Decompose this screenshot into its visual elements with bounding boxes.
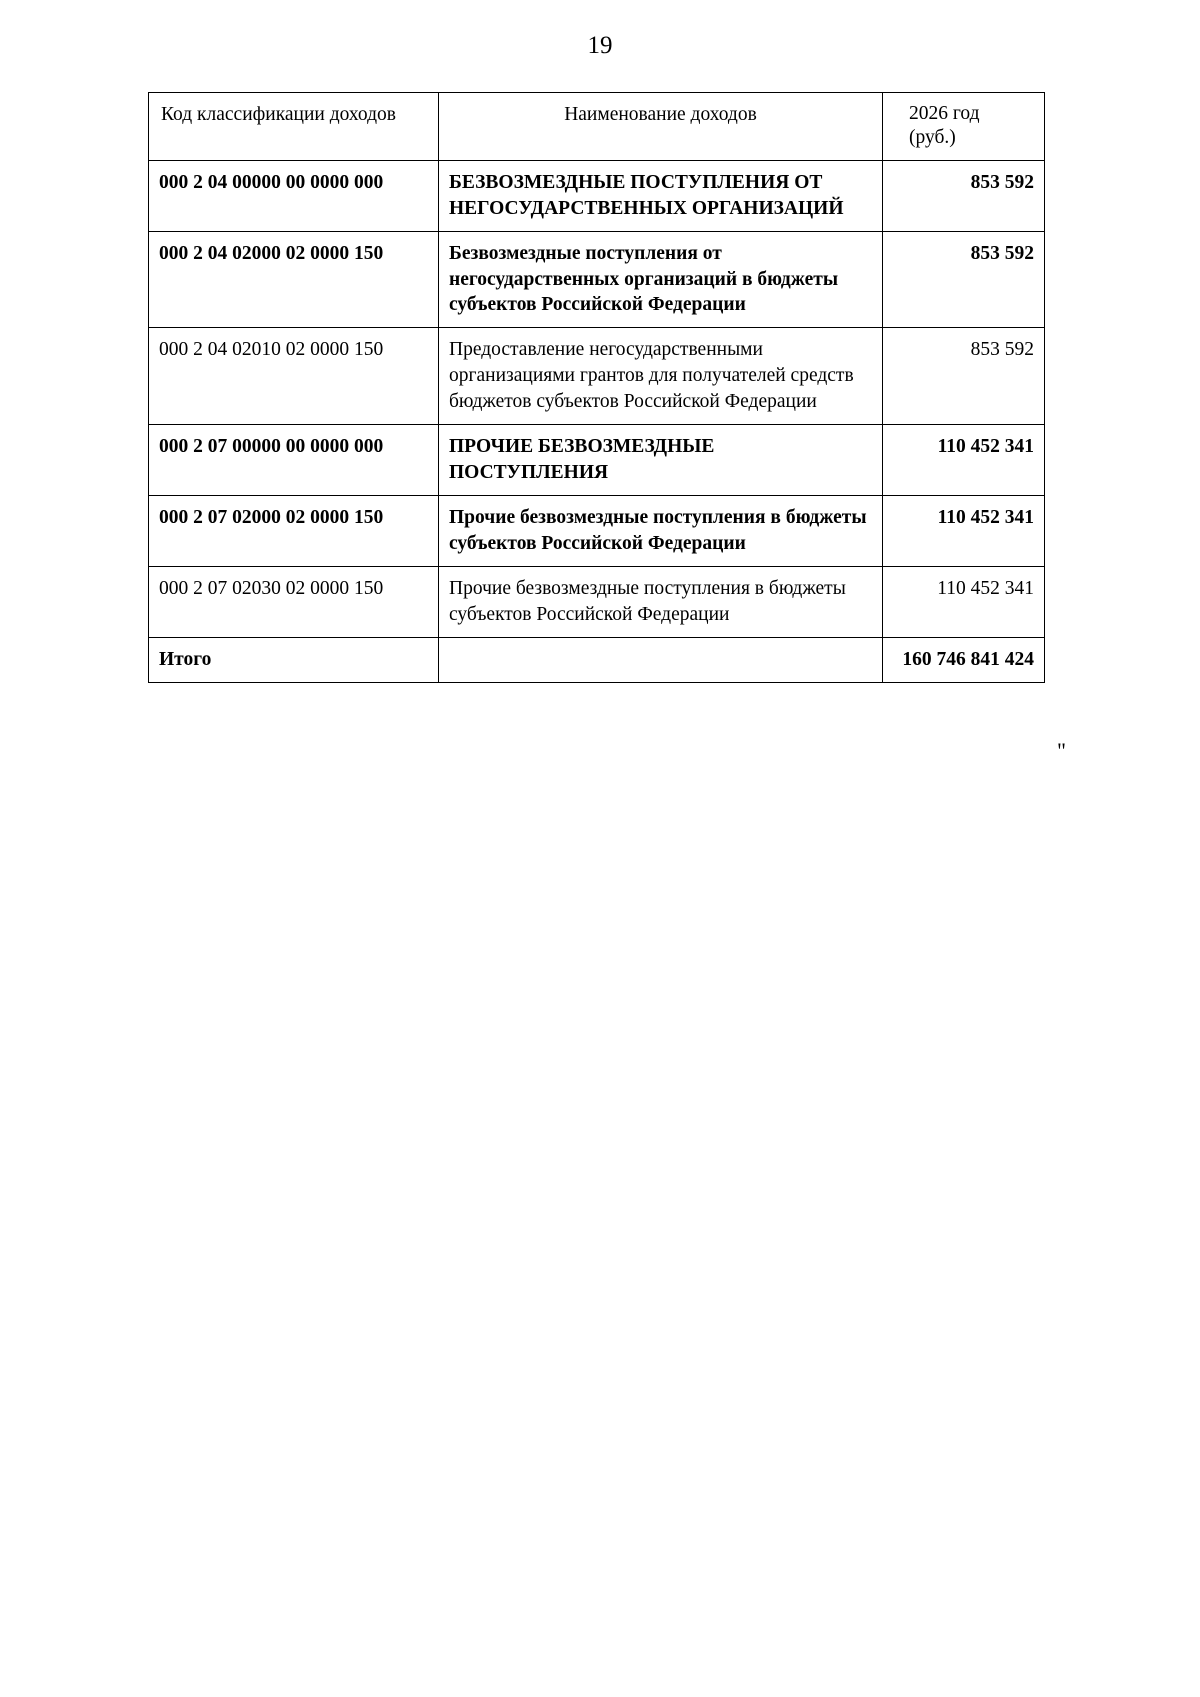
- cell-value: 853 592: [883, 160, 1045, 231]
- cell-name: Прочие безвозмездные поступления в бюджеты субъектов Российской Федерации: [439, 495, 883, 566]
- cell-name: БЕЗВОЗМЕЗДНЫЕ ПОСТУПЛЕНИЯ ОТ НЕГОСУДАРСТВЕННЫХ ОРГАНИЗАЦИЙ: [439, 160, 883, 231]
- cell-name: Безвозмездные поступления от негосударственных организаций в бюджеты субъектов Российской Федерации: [439, 231, 883, 328]
- cell-value: 853 592: [883, 328, 1045, 425]
- table-row: [149, 231, 1045, 328]
- table-header-row: [149, 93, 1045, 161]
- cell-code: 000 2 04 00000 00 0000 000: [149, 160, 439, 231]
- cell-code: 000 2 07 00000 00 0000 000: [149, 425, 439, 496]
- page-number: 19: [587, 32, 613, 59]
- cell-total-label: Итого: [149, 637, 439, 682]
- header-cell-name: Наименование доходов: [439, 93, 883, 161]
- table-row: [149, 160, 1045, 231]
- cell-total-value: 160 746 841 424: [883, 637, 1045, 682]
- table-row: [149, 425, 1045, 496]
- closing-quote-mark: ": [1057, 738, 1066, 763]
- header-cell-code: Код классификации доходов: [149, 93, 439, 161]
- cell-code: 000 2 04 02000 02 0000 150: [149, 231, 439, 328]
- table-row: [149, 566, 1045, 637]
- table-total-row: [149, 637, 1045, 682]
- table: [148, 92, 1045, 683]
- header-cell-value: [883, 93, 1045, 161]
- header-value-unit: (руб.): [909, 127, 956, 149]
- cell-code: 000 2 04 02010 02 0000 150: [149, 328, 439, 425]
- cell-code: 000 2 07 02030 02 0000 150: [149, 566, 439, 637]
- table-row: [149, 495, 1045, 566]
- cell-name: Прочие безвозмездные поступления в бюджеты субъектов Российской Федерации: [439, 566, 883, 637]
- cell-name: ПРОЧИЕ БЕЗВОЗМЕЗДНЫЕ ПОСТУПЛЕНИЯ: [439, 425, 883, 496]
- cell-name: [439, 637, 883, 682]
- cell-value: 110 452 341: [883, 495, 1045, 566]
- table-row: [149, 328, 1045, 425]
- cell-value: 110 452 341: [883, 425, 1045, 496]
- cell-name: Предоставление негосударственными организациями грантов для получателей средств бюджетов субъектов Российской Федерации: [439, 328, 883, 425]
- income-classification-table: [148, 92, 1044, 683]
- header-value-year: 2026 год: [909, 103, 980, 124]
- cell-value: 853 592: [883, 231, 1045, 328]
- cell-code: 000 2 07 02000 02 0000 150: [149, 495, 439, 566]
- cell-value: 110 452 341: [883, 566, 1045, 637]
